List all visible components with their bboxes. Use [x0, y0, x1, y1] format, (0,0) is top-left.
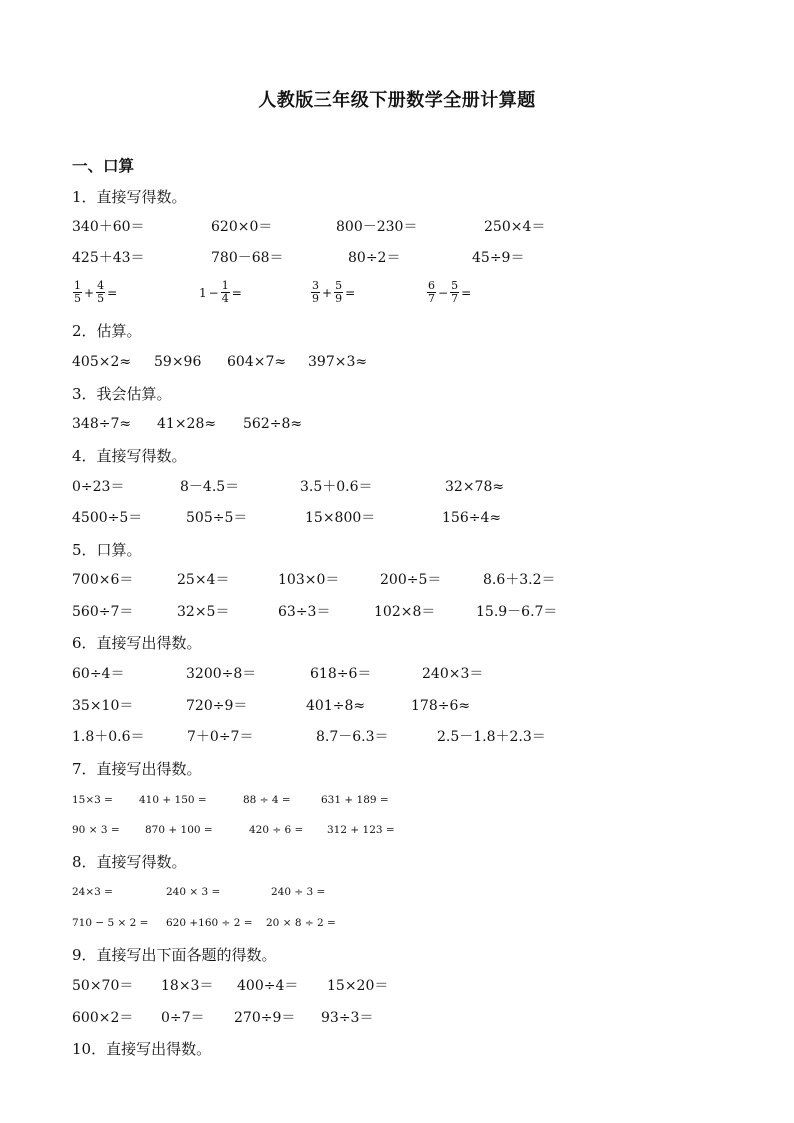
problem: 8.7－6.3＝ [316, 729, 389, 745]
fraction [334, 280, 343, 305]
problem: 103×0＝ [278, 572, 340, 588]
problem: 60÷4＝ [72, 666, 125, 682]
problem: 32×78≈ [445, 479, 505, 495]
problem: 80÷2＝ [348, 250, 401, 266]
fraction-problem [198, 280, 243, 305]
problem: 4500÷5＝ [72, 510, 143, 526]
problem: 780－68＝ [211, 250, 284, 266]
question-1-label: 1．直接写得数。 [72, 188, 187, 206]
problem: 93÷3＝ [321, 1010, 374, 1026]
numerator: 3 [312, 279, 319, 292]
denominator: 7 [428, 292, 435, 305]
problem: 397×3≈ [308, 354, 368, 370]
problem: 88 ÷ 4 = [243, 794, 291, 806]
problem: 620×0＝ [211, 219, 273, 235]
q5-row-1 [0, 569, 794, 591]
problem: 400÷4＝ [237, 978, 299, 994]
fraction-problem [426, 280, 472, 305]
problem: 560÷7＝ [72, 604, 134, 620]
denominator: 9 [335, 292, 343, 305]
problem: 800－230＝ [336, 219, 418, 235]
problem: 0÷23＝ [72, 479, 125, 495]
q8-row-1 [0, 881, 794, 903]
problem: 15×3 = [72, 794, 113, 806]
q9-row-2 [0, 1007, 794, 1029]
problem: 240×3＝ [422, 666, 484, 682]
problem: 200÷5＝ [380, 572, 442, 588]
problem: 3.5＋0.6＝ [300, 479, 373, 495]
problem: 425＋43＝ [72, 250, 145, 266]
problem: 348÷7≈ [72, 416, 132, 432]
problem: 15×800＝ [305, 510, 376, 526]
question-5-label: 5．口算。 [72, 541, 142, 559]
operator: − [208, 285, 219, 300]
fraction [427, 280, 436, 305]
numerator: 1 [221, 279, 229, 292]
fraction [96, 280, 105, 305]
equals: = [345, 285, 356, 300]
q7-row-2 [0, 819, 794, 841]
q7-row-1 [0, 789, 794, 811]
problem: 340＋60＝ [72, 219, 145, 235]
problem: 250×4＝ [484, 219, 546, 235]
q6-row-1 [0, 663, 794, 685]
problem: 20 × 8 ÷ 2 = [266, 917, 336, 929]
problem: 102×8＝ [374, 604, 436, 620]
numerator: 4 [97, 279, 105, 292]
fraction-problem [72, 280, 118, 305]
numerator: 5 [335, 279, 343, 292]
q4-row-2 [0, 507, 794, 529]
problem: 8.6＋3.2＝ [483, 572, 556, 588]
problem: 410 + 150 = [139, 794, 207, 806]
operator: + [84, 285, 95, 300]
question-8-label: 8．直接写得数。 [72, 853, 187, 871]
section-heading: 一、口算 [72, 156, 135, 175]
problem: 18×3＝ [161, 978, 214, 994]
denominator: 5 [97, 292, 105, 305]
problem: 270÷9＝ [234, 1010, 296, 1026]
problem: 420 ÷ 6 = [249, 824, 304, 836]
problem: 604×7≈ [227, 354, 287, 370]
problem: 178÷6≈ [411, 698, 471, 714]
q5-row-2 [0, 601, 794, 623]
whole-number: 1 [199, 285, 207, 300]
problem: 710 − 5 × 2 = [72, 917, 149, 929]
problem: 720÷9＝ [186, 698, 248, 714]
problem: 2.5－1.8＋2.3＝ [437, 729, 546, 745]
question-3-label: 3．我会估算。 [72, 385, 172, 403]
problem: 41×28≈ [157, 416, 217, 432]
equals: = [461, 285, 472, 300]
question-4-label: 4．直接写得数。 [72, 447, 187, 465]
equals: = [107, 285, 118, 300]
q6-row-3 [0, 726, 794, 748]
fraction [73, 280, 82, 305]
problem: 15.9－6.7＝ [476, 604, 558, 620]
numerator: 1 [74, 279, 81, 292]
problem: 1.8＋0.6＝ [72, 729, 145, 745]
problem: 505÷5＝ [186, 510, 248, 526]
problem: 8－4.5＝ [180, 479, 240, 495]
problem: 240 × 3 = [166, 886, 221, 898]
problem: 405×2≈ [72, 354, 132, 370]
numerator: 5 [451, 279, 459, 292]
denominator: 9 [312, 292, 319, 305]
denominator: 4 [221, 292, 229, 305]
fraction [311, 280, 320, 305]
problem: 7＋0÷7＝ [187, 729, 254, 745]
problem: 90 × 3 = [72, 824, 120, 836]
numerator: 6 [428, 279, 435, 292]
problem: 562÷8≈ [243, 416, 303, 432]
fraction [450, 280, 459, 305]
equals: = [231, 285, 242, 300]
problem: 50×70＝ [72, 978, 134, 994]
question-9-label: 9．直接写出下面各题的得数。 [72, 946, 277, 964]
page-title: 人教版三年级下册数学全册计算题 [258, 90, 536, 111]
q4-row-1 [0, 476, 794, 498]
question-6-label: 6．直接写出得数。 [72, 634, 202, 652]
q8-row-2 [0, 912, 794, 934]
problem: 15×20＝ [327, 978, 389, 994]
problem: 32×5＝ [177, 604, 230, 620]
problem: 618÷6＝ [310, 666, 372, 682]
problem: 240 ÷ 3 = [271, 886, 326, 898]
question-2-label: 2．估算。 [72, 322, 142, 340]
q2-row-1 [0, 351, 794, 373]
fraction [221, 280, 230, 305]
problem: 600×2＝ [72, 1010, 134, 1026]
problem: 24×3 = [72, 886, 113, 898]
q6-row-2 [0, 695, 794, 717]
question-7-label: 7．直接写出得数。 [72, 760, 202, 778]
problem: 156÷4≈ [442, 510, 502, 526]
problem: 45÷9＝ [472, 250, 525, 266]
question-10-label: 10．直接写出得数。 [72, 1040, 212, 1058]
problem: 870 + 100 = [145, 824, 213, 836]
q1-fraction-row [0, 280, 794, 312]
problem: 312 + 123 = [327, 824, 395, 836]
fraction-problem [310, 280, 356, 305]
denominator: 7 [451, 292, 459, 305]
problem: 0÷7＝ [161, 1010, 205, 1026]
operator: − [438, 285, 449, 300]
q1-row-2 [0, 247, 794, 269]
denominator: 5 [74, 292, 81, 305]
problem: 631 + 189 = [321, 794, 389, 806]
operator: + [322, 285, 333, 300]
problem: 59×96 [154, 354, 202, 370]
problem: 35×10＝ [72, 698, 134, 714]
problem: 700×6＝ [72, 572, 134, 588]
q9-row-1 [0, 975, 794, 997]
problem: 63÷3＝ [278, 604, 331, 620]
problem: 401÷8≈ [306, 698, 366, 714]
q3-row-1 [0, 413, 794, 435]
problem: 25×4＝ [177, 572, 230, 588]
problem: 620 +160 ÷ 2 = [166, 917, 253, 929]
problem: 3200÷8＝ [186, 666, 257, 682]
q1-row-1 [0, 216, 794, 238]
